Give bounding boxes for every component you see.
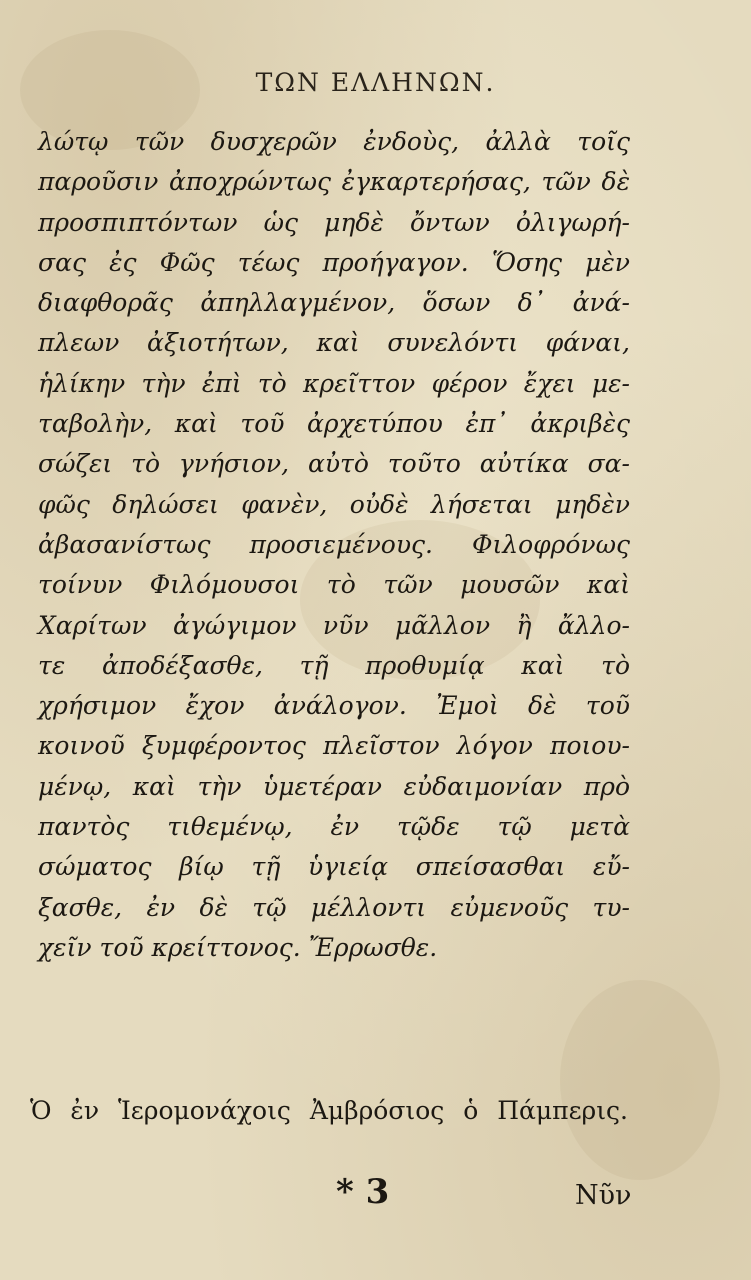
catchword: Νῦν bbox=[575, 1180, 632, 1211]
text-line: σας ἐς Φῶς τέως προήγαγον. Ὅσης μὲν bbox=[38, 247, 630, 277]
text-line: τε ἀποδέξασθε, τῇ προθυμίᾳ καὶ τὸ bbox=[38, 650, 630, 680]
paper-stain bbox=[560, 980, 720, 1180]
text-line: κοινοῦ ξυμφέροντος πλεῖστον λόγον ποιου- bbox=[38, 731, 630, 761]
signature-line: Ὁ ἐν Ἱερομονάχοις Ἀμβρόσιος ὁ Πάμπερις. bbox=[30, 1096, 628, 1125]
text-line: ξασθε, ἐν δὲ τῷ μέλλοντι εὐμενοῦς τυ- bbox=[38, 892, 630, 922]
text-line: ἡλίκην τὴν ἐπὶ τὸ κρεῖττον φέρον ἔχει με- bbox=[38, 368, 630, 398]
text-line: λώτῳ τῶν δυσχερῶν ἐνδοὺς, ἀλλὰ τοῖς bbox=[38, 127, 630, 156]
text-line: πλεων ἀξιοτήτων, καὶ συνελόντι φάναι, bbox=[38, 328, 630, 358]
body-text bbox=[38, 122, 630, 968]
signature-mark: * 3 bbox=[336, 1172, 390, 1212]
text-line: χεῖν τοῦ κρείττονος. Ἔρρωσθε. bbox=[38, 932, 438, 962]
text-line: προσπιπτόντων ὡς μηδὲ ὄντων ὀλιγωρή- bbox=[38, 207, 630, 237]
text-line: ἀβασανίστως προσιεμένους. Φιλοφρόνως bbox=[38, 529, 630, 559]
text-line: σώματος βίῳ τῇ ὑγιείᾳ σπείσασθαι εὔ- bbox=[38, 852, 630, 882]
text-line: σώζει τὸ γνήσιον, αὐτὸ τοῦτο αὐτίκα σα- bbox=[38, 449, 630, 479]
text-line: τοίνυν Φιλόμουσοι τὸ τῶν μουσῶν καὶ bbox=[38, 570, 630, 600]
text-line: Χαρίτων ἀγώγιμον νῦν μᾶλλον ἢ ἄλλο- bbox=[38, 610, 630, 640]
text-line: παντὸς τιθεμένῳ, ἐν τῷδε τῷ μετὰ bbox=[38, 812, 630, 842]
text-line: μένῳ, καὶ τὴν ὑμετέραν εὐδαιμονίαν πρὸ bbox=[38, 771, 630, 801]
text-line: ταβολὴν, καὶ τοῦ ἀρχετύπου ἐπ᾽ ἀκριβὲς bbox=[38, 409, 630, 439]
running-head: ΤΩΝ ΕΛΛΗΝΩΝ. bbox=[255, 68, 496, 97]
text-line: παροῦσιν ἀποχρώντως ἐγκαρτερήσας, τῶν δὲ bbox=[38, 167, 630, 197]
text-line: χρήσιμον ἔχον ἀνάλογον. Ἐμοὶ δὲ τοῦ bbox=[38, 691, 630, 721]
text-line: διαφθορᾶς ἀπηλλαγμένον, ὅσων δ᾽ ἀνά- bbox=[38, 288, 630, 318]
text-line: φῶς δηλώσει φανὲν, οὐδὲ λήσεται μηδὲν bbox=[38, 489, 630, 519]
